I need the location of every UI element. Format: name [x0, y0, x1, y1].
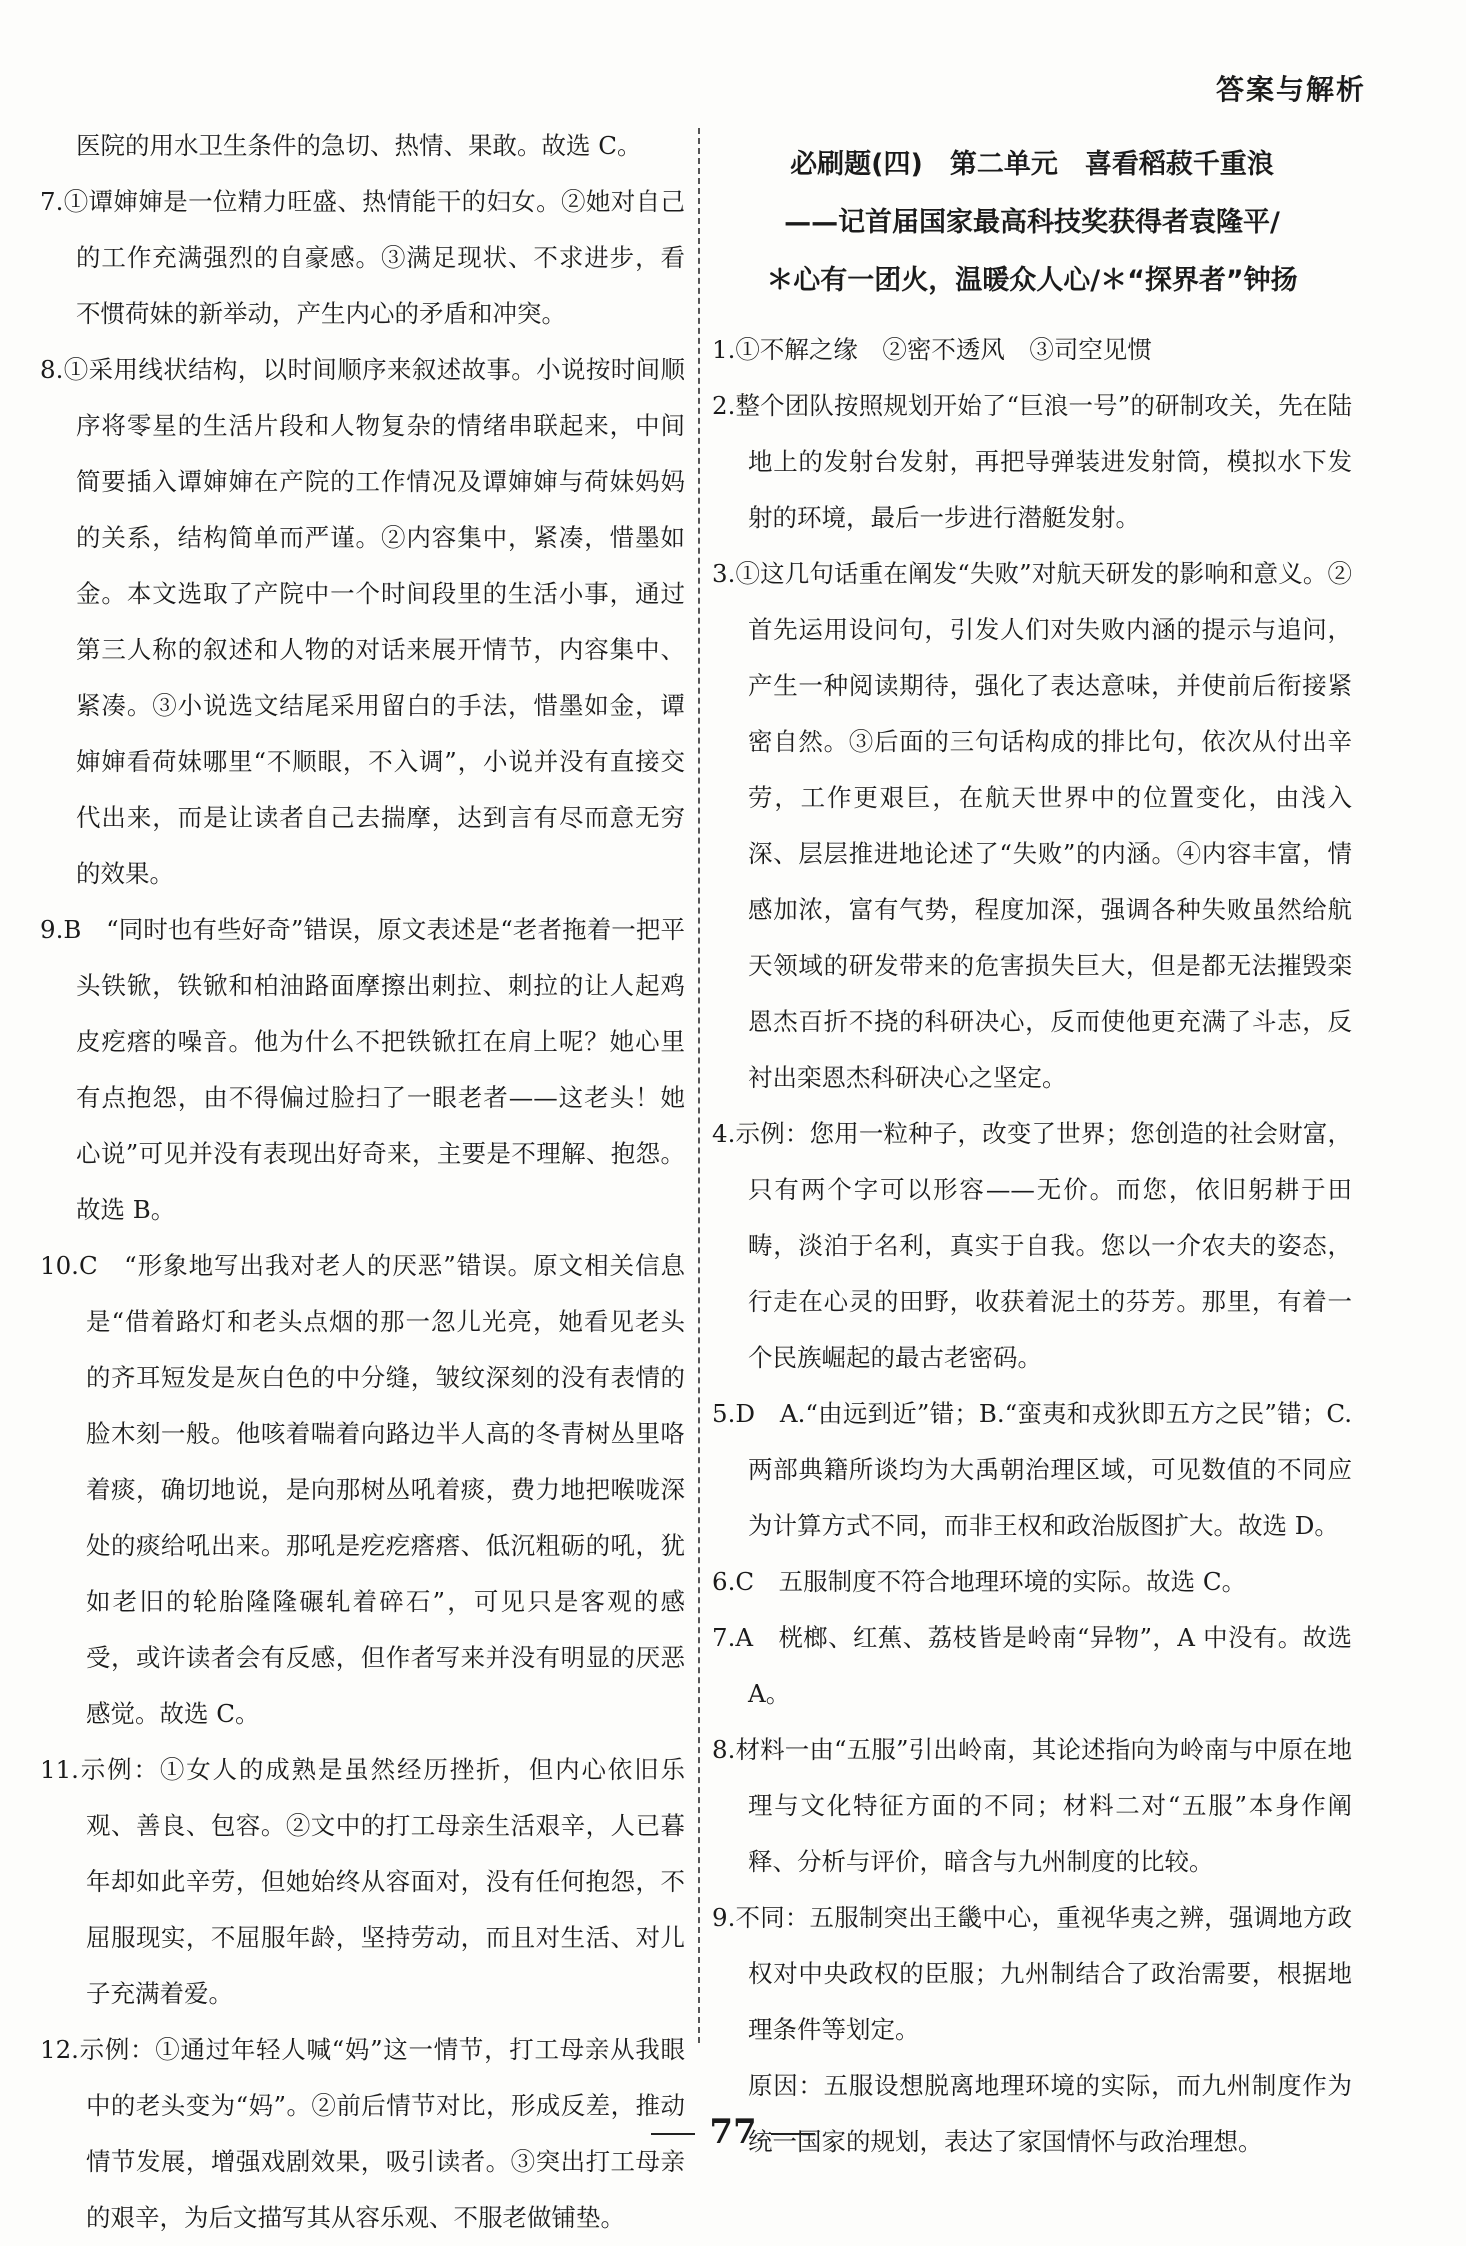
header-title: 答案与解析 — [1215, 73, 1366, 106]
answer-item-5: 5.D A.“由远到近”错；B.“蛮夷和戎狄即五方之民”错；C.两部典籍所谈均为大禹朝治理区域，可见数值的不同应为计算方式不同，而非王权和政治版图扩大。故选 D。 — [712, 1399, 1352, 1540]
answer-item-4: 4.示例：您用一粒种子，改变了世界；您创造的社会财富，只有两个字可以形容——无价。而您，依旧躬耕于田畴，淡泊于名利，真实于自我。您以一介农夫的姿态，行走在心灵的田野，收获着泥土的芬芳。那里，有着一个民族崛起的最古老密码。 — [712, 1119, 1352, 1372]
left-column — [40, 118, 685, 2246]
answer-item-12: 12.示例：①通过年轻人喊“妈”这一情节，打工母亲从我眼中的老头变为“妈”。②前后情节对比，形成反差，推动情节发展，增强戏剧效果，吸引读者。③突出打工母亲的艰辛，为后文描写其从容乐观、不服老做铺垫。 — [40, 2035, 685, 2232]
page-number — [0, 2112, 1466, 2152]
section-title-line1: 必刷题(四) 第二单元 喜看稻菽千重浪 — [790, 149, 1274, 180]
column-divider — [698, 128, 700, 2043]
answer-item-9: 9.B “同时也有些好奇”错误，原文表述是“老者拖着一把平头铁锨，铁锨和柏油路面摩擦出刺拉、刺拉的让人起鸡皮疙瘩的噪音。他为什么不把铁锨扛在肩上呢？她心里有点抱怨，由不得偏过脸扫了一眼老者——这老头！她心说”可见并没有表现出好奇来，主要是不理解、抱怨。故选 B。 — [40, 915, 685, 1224]
answer-item-8: 8.①采用线状结构，以时间顺序来叙述故事。小说按时间顺序将零星的生活片段和人物复杂的情绪串联起来，中间简要插入谭婶婶在产院的工作情况及谭婶婶与荷妹妈妈的关系，结构简单而严谨。②内容集中，紧凑，惜墨如金。本文选取了产院中一个时间段里的生活小事，通过第三人称的叙述和人物的对话来展开情节，内容集中、紧凑。③小说选文结尾采用留白的手法，惜墨如金，谭婶婶看荷妹哪里“不顺眼，不入调”，小说并没有直接交代出来，而是让读者自己去揣摩，达到言有尽而意无穷的效果。 — [40, 355, 685, 888]
answer-item-9-reason: 原因：五服设想脱离地理环境的实际，而九州制度作为统一国家的规划，表达了家国情怀与政治理想。 — [748, 2071, 1352, 2156]
section-title-line3: ＊心有一团火，温暖众人心/＊“探界者”钟扬 — [766, 265, 1298, 296]
answer-item-1: 1.①不解之缘 ②密不透风 ③司空见惯 — [712, 335, 1152, 364]
page-number-dash-left — [651, 2133, 695, 2135]
answer-item-3: 3.①这几句话重在阐发“失败”对航天研发的影响和意义。②首先运用设问句，引发人们对失败内涵的提示与追问，产生一种阅读期待，强化了表达意味，并使前后衔接紧密自然。③后面的三句话构成的排比句，依次从付出辛劳，工作更艰巨，在航天世界中的位置变化，由浅入深、层层推进地论述了“失败”的内涵。④内容丰富，情感加浓，富有气势，程度加深，强调各种失败虽然给航天领域的研发带来的危害损失巨大，但是都无法摧毁栾恩杰百折不挠的科研决心，反而使他更充满了斗志，反衬出栾恩杰科研决心之坚定。 — [712, 559, 1352, 1092]
answer-item-7: 7.①谭婶婶是一位精力旺盛、热情能干的妇女。②她对自己的工作充满强烈的自豪感。③满足现状、不求进步，看不惯荷妹的新举动，产生内心的矛盾和冲突。 — [40, 187, 685, 328]
section-title — [712, 136, 1352, 310]
right-column — [712, 118, 1352, 2170]
answer-item-11: 11.示例：①女人的成熟是虽然经历挫折，但内心依旧乐观、善良、包容。②文中的打工母亲生活艰辛，人已暮年却如此辛劳，但她始终从容面对，没有任何抱怨，不屈服现实，不屈服年龄，坚持劳动，而且对生活、对儿子充满着爱。 — [40, 1755, 685, 2008]
answer-item-8: 8.材料一由“五服”引出岭南，其论述指向为岭南与中原在地理与文化特征方面的不同；材料二对“五服”本身作阐释、分析与评价，暗含与九州制度的比较。 — [712, 1735, 1352, 1876]
answer-item-6: 6.C 五服制度不符合地理环境的实际。故选 C。 — [712, 1567, 1247, 1596]
page-number-value: 77 — [709, 2112, 757, 2152]
section-title-line2: ——记首届国家最高科技奖获得者袁隆平/ — [784, 207, 1280, 238]
page-number-dash-right — [771, 2133, 815, 2135]
answer-item: 医院的用水卫生条件的急切、热情、果敢。故选 C。 — [76, 131, 642, 160]
answer-item-7: 7.A 桄榔、红蕉、荔枝皆是岭南“异物”，A 中没有。故选 A。 — [712, 1623, 1352, 1708]
answer-item-10: 10.C “形象地写出我对老人的厌恶”错误。原文相关信息是“借着路灯和老头点烟的那一忽儿光亮，她看见老头的齐耳短发是灰白色的中分缝，皱纹深刻的没有表情的脸木刻一般。他咳着喘着向路边半人高的冬青树丛里咯着痰，确切地说，是向那树丛吼着痰，费力地把喉咙深处的痰给吼出来。那吼是疙疙瘩瘩、低沉粗砺的吼，犹如老旧的轮胎隆隆碾轧着碎石”，可见只是客观的感受，或许读者会有反感，但作者写来并没有明显的厌恶感觉。故选 C。 — [40, 1251, 685, 1728]
answer-item-2: 2.整个团队按照规划开始了“巨浪一号”的研制攻关，先在陆地上的发射台发射，再把导弹装进发射筒，模拟水下发射的环境，最后一步进行潜艇发射。 — [712, 391, 1352, 532]
answer-item-9: 9.不同：五服制突出王畿中心，重视华夷之辨，强调地方政权对中央政权的臣服；九州制结合了政治需要，根据地理条件等划定。 — [712, 1903, 1352, 2044]
